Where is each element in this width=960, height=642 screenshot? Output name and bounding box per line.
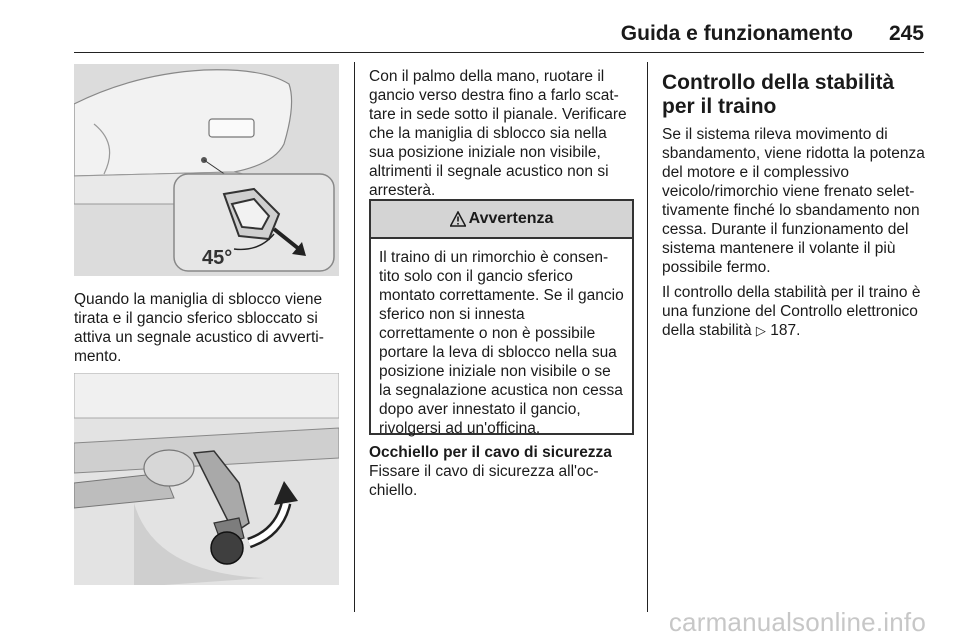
- page-number: 245: [888, 22, 924, 45]
- col3-paragraph-2-text: Il controllo della stabilità per il traino è una funzione del Controllo elettronico della stabilità: [662, 284, 921, 339]
- section-heading: Controllo della stabilità per il traino: [662, 71, 895, 118]
- subsection-paragraph: Fissare il cavo di sicurezza all'oc-chiello.: [369, 463, 599, 499]
- warning-title: Avvertenza: [468, 210, 554, 227]
- col1-paragraph: Quando la maniglia di sblocco viene tirata e il gancio sferico sbloccato si attiva un segnale acustico di avverti-mento.: [74, 291, 324, 365]
- watermark: carmanualsonline.info: [668, 607, 926, 637]
- warning-triangle-icon: [450, 211, 466, 227]
- page-header: [621, 22, 924, 46]
- col3-paragraph-2: [662, 283, 926, 340]
- figure-release-handle: [74, 64, 339, 276]
- illustration-tow-ball: [74, 373, 339, 585]
- warning-header: [371, 201, 632, 239]
- figure-tow-ball: [74, 373, 339, 585]
- col3-text: [662, 71, 926, 340]
- col2-text: [369, 67, 633, 200]
- col3-paragraph-2-end: .: [796, 322, 801, 339]
- warning-body: Il traino di un rimorchio è consen-tito solo con il gancio sferico montato correttamente. Se il gancio sferico non si innesta correttamente o non è possibile portare la leva di sblocco nella sua posizione iniziale non visibile o se la segnalazione acustica non cessa dopo aver innestato il gancio, rivolgersi ad un'officina.: [379, 249, 624, 437]
- warning-box: [369, 199, 634, 435]
- subheading-safety-cable: Occhiello per il cavo di sicurezza: [369, 444, 612, 461]
- page-reference-link[interactable]: 187: [770, 322, 797, 339]
- illustration-car-rear: [74, 64, 339, 276]
- col2-subsection: [369, 443, 633, 500]
- header-rule: [74, 52, 924, 53]
- angle-label: 45°: [202, 247, 233, 269]
- page-reference-arrow-icon: ▷: [755, 323, 766, 338]
- column-divider-1: [354, 62, 355, 612]
- column-divider-2: [647, 62, 648, 612]
- col1-text: [74, 290, 342, 366]
- header-title: Guida e funzionamento: [620, 22, 853, 45]
- col2-paragraph: Con il palmo della mano, ruotare il gancio verso destra fino a farlo scat-tare in sede sotto il pianale. Verificare che la maniglia di sblocco sia nella sua posizione iniziale non visibile, altrimenti il segnale acustico non si arresterà.: [369, 68, 627, 199]
- col3-paragraph-1: Se il sistema rileva movimento di sbandamento, viene ridotta la potenza del motore e il complessivo veicolo/rimorchio viene frenato selet-tivamente finché lo sbandamento non cessa. Durante il funzionamento del sistema mantenere il volante il più possibile fermo.: [662, 126, 925, 276]
